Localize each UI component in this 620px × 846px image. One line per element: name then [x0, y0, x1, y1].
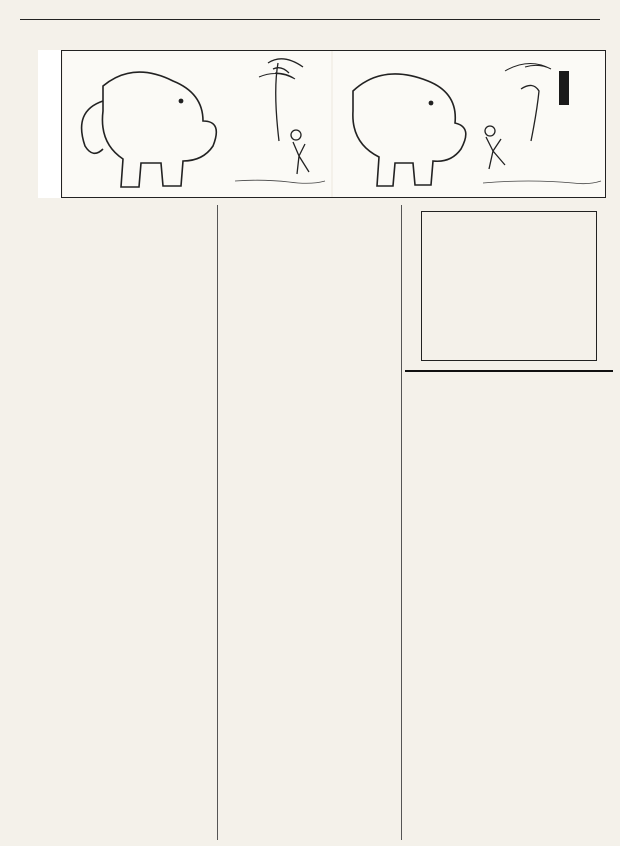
- column-rule-1: [217, 205, 218, 840]
- crossword-grid: [248, 221, 386, 359]
- column-rule-2: [401, 205, 402, 840]
- header-rule: [20, 19, 600, 20]
- elephant-drawing-right: [333, 51, 605, 197]
- elephant-drawing-left: [63, 51, 331, 197]
- gallery-listings: [4, 205, 214, 845]
- crossword-grid-wrap: [230, 209, 390, 349]
- crossword-section: [221, 205, 398, 845]
- chess-section: [405, 205, 613, 845]
- chess-board: [421, 211, 597, 361]
- cartoon-panel-2: [333, 51, 605, 197]
- page-header: [0, 2, 620, 22]
- crossword-column-numbers: [246, 209, 388, 219]
- cartoon-panel-1: [63, 51, 331, 197]
- cartoon-title-block: [38, 50, 62, 198]
- classified-ad: [405, 370, 613, 375]
